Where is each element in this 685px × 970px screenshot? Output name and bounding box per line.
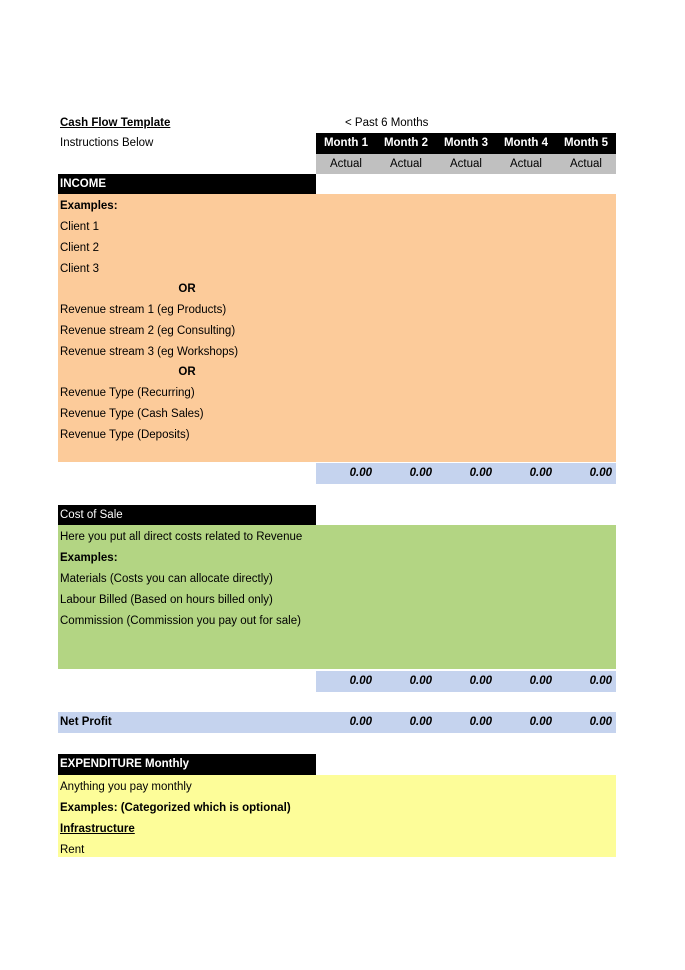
income-type: Revenue Type (Recurring) [60,387,195,399]
income-total-cell: 0.00 [529,467,552,479]
actual-label: Actual [570,158,602,170]
expenditure-examples-label: Examples: (Categorized which is optional) [60,802,291,814]
cost-total-cell: 0.00 [529,675,552,687]
actual-label: Actual [390,158,422,170]
net-profit-cell: 0.00 [469,716,492,728]
cost-total-cell: 0.00 [349,675,372,687]
past-months-label: < Past 6 Months [345,117,429,129]
cost-totals-row [316,671,616,692]
month-3-header: Month 3 [443,137,489,149]
actual-label: Actual [510,158,542,170]
income-stream: Revenue stream 2 (eg Consulting) [60,325,236,337]
income-heading: INCOME [58,174,316,194]
cost-item: Labour Billed (Based on hours billed only) [60,594,273,606]
month-5-header: Month 5 [563,137,609,149]
cost-description: Here you put all direct costs related to Revenue [60,531,303,543]
actual-header-bar [316,154,616,174]
net-profit-cell: 0.00 [409,716,432,728]
income-item: Client 3 [60,263,99,275]
cost-total-cell: 0.00 [589,675,612,687]
income-item: Client 1 [60,221,99,233]
income-or-label: OR [178,366,196,378]
cost-item: Materials (Costs you can allocate directly) [60,573,273,585]
cost-total-cell: 0.00 [469,675,492,687]
expenditure-heading: EXPENDITURE Monthly [58,754,316,775]
instructions-label: Instructions Below [60,137,154,149]
net-profit-cell: 0.00 [589,716,612,728]
income-total-cell: 0.00 [589,467,612,479]
income-totals-row [316,463,616,484]
month-1-header: Month 1 [323,137,369,149]
expenditure-description: Anything you pay monthly [60,781,192,793]
income-item: Client 2 [60,242,99,254]
cost-total-cell: 0.00 [409,675,432,687]
actual-label: Actual [330,158,362,170]
page-title: Cash Flow Template [60,117,171,129]
cost-examples-label: Examples: [60,552,118,564]
month-2-header: Month 2 [383,137,429,149]
income-type: Revenue Type (Cash Sales) [60,408,204,420]
cost-item: Commission (Commission you pay out for sale) [60,615,301,627]
net-profit-cell: 0.00 [349,716,372,728]
income-stream: Revenue stream 1 (eg Products) [60,304,227,316]
expenditure-category: Infrastructure [60,823,135,835]
expenditure-item: Rent [60,844,85,856]
net-profit-label: Net Profit [60,716,112,728]
income-total-cell: 0.00 [469,467,492,479]
actual-label: Actual [450,158,482,170]
income-examples-label: Examples: [60,200,118,212]
income-type: Revenue Type (Deposits) [60,429,190,441]
income-stream: Revenue stream 3 (eg Workshops) [60,346,239,358]
income-or-label: OR [178,283,196,295]
month-4-header: Month 4 [503,137,549,149]
net-profit-cell: 0.00 [529,716,552,728]
income-total-cell: 0.00 [349,467,372,479]
net-profit-row [58,712,616,733]
month-header-bar [316,133,616,154]
cost-of-sale-heading: Cost of Sale [58,505,316,525]
income-total-cell: 0.00 [409,467,432,479]
